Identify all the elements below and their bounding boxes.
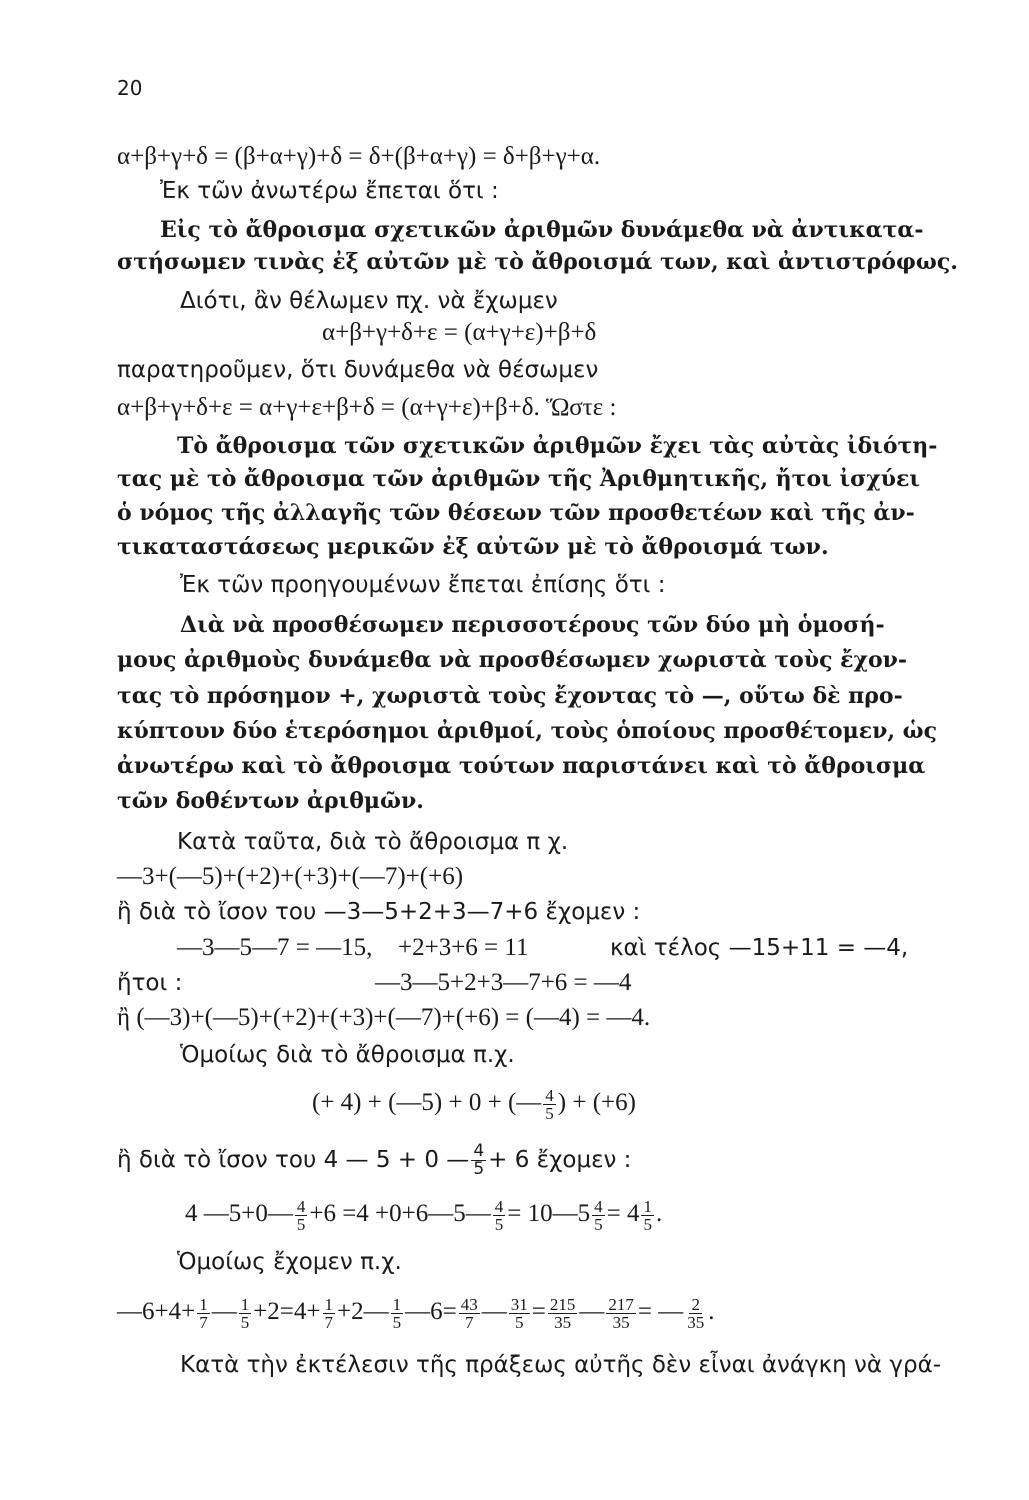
rule-line: μους ἀριθμοὺς δυνάμεθα νὰ προσθέσωμεν χωριστὰ τοὺς ἔχον- <box>117 647 908 673</box>
rule-line: Τὸ ἄθροισμα τῶν σχετικῶν ἀριθμῶν ἔχει τὰς αὐτὰς ἰδιότη- <box>177 433 938 459</box>
equation: (+ 4) + (—5) + 0 + (— $\frac{4}{5}$ ) + (+6) <box>312 1086 636 1123</box>
equation: ἢ διὰ τὸ ἴσον του 4 — 5 + 0 — $\frac{4}{5}$ + 6 ἔχομεν : <box>117 1141 632 1179</box>
fraction: $\frac{4}{5}$ <box>296 1197 306 1234</box>
text-line: Ἐκ τῶν ἀνωτέρω ἔπεται ὅτι : <box>160 178 499 204</box>
equation: καὶ τέλος —15+11 = —4, <box>610 935 909 961</box>
equation: 4 —5+0— $\frac{4}{5}$ +6 =4 +0+6—5— $\frac{4}{5}$ = 10—5 $\frac{4}{5}$ = 4 $\frac{1}{5}$ . <box>185 1197 663 1234</box>
fraction: $\frac{1}{5}$ <box>240 1295 250 1332</box>
rule-line: τας τὸ πρόσημον +, χωριστὰ τοὺς ἔχοντας τὸ —, οὕτω δὲ προ- <box>117 683 903 709</box>
text-line: ἢ διὰ τὸ ἴσον του —3—5+2+3—7+6 ἔχομεν : <box>117 899 641 925</box>
fraction: $\frac{31}{5}$ <box>510 1295 528 1332</box>
page-number: 20 <box>117 76 143 100</box>
equation: α+β+γ+δ+ε = (α+γ+ε)+β+δ <box>322 319 597 346</box>
rule-line: κύπτουν δύο ἑτερόσημοι ἀριθμοί, τοὺς ὁποίους προσθέτομεν, ὡς <box>117 718 938 744</box>
text-line: ἤτοι : <box>117 970 183 996</box>
fraction: $\frac{4}{5}$ <box>473 1141 485 1179</box>
text-line: Ὁμοίως ἔχομεν π.χ. <box>177 1249 402 1275</box>
fraction: $\frac{2}{35}$ <box>687 1295 705 1332</box>
text-line: Διότι, ἂν θέλωμεν πχ. νὰ ἔχωμεν <box>180 288 558 314</box>
rule-line: ὁ νόμος τῆς ἀλλαγῆς τῶν θέσεων τῶν προσθετέων καὶ τῆς ἀν- <box>117 500 915 526</box>
fraction: $\frac{215}{35}$ <box>549 1295 576 1332</box>
equation: α+β+γ+δ+ε = α+γ+ε+β+δ = (α+γ+ε)+β+δ. Ὥστε : <box>117 394 617 421</box>
equation: —3—5—7 = —15, <box>177 934 373 961</box>
equation: —6+4+ $\frac{1}{7}$ — $\frac{1}{5}$ +2=4+ $\frac{1}{7}$ +2— $\frac{1}{5}$ —6= $\frac{43}{7}$ — $\frac{31}{5}$ = $\frac{215}{35}$ — $\frac{217}{35}$ = — $\frac{2}{35}$ . <box>117 1295 715 1332</box>
fraction: $\frac{4}{5}$ <box>494 1197 504 1234</box>
fraction: $\frac{217}{35}$ <box>608 1295 634 1332</box>
rule-line: τῶν δοθέντων ἀριθμῶν. <box>117 788 424 814</box>
fraction: $\frac{1}{7}$ <box>324 1295 334 1332</box>
equation-commutative: α+β+γ+δ = (β+α+γ)+δ = δ+(β+α+γ) = δ+β+γ+α. <box>117 143 601 170</box>
text-line: Κατὰ ταῦτα, διὰ τὸ ἄθροισμα π χ. <box>177 829 569 855</box>
rule-line: Εἰς τὸ ἄθροισμα σχετικῶν ἀριθμῶν δυνάμεθα νὰ ἀντικατα- <box>160 217 924 243</box>
rule-line: τικαταστάσεως μερικῶν ἐξ αὐτῶν μὲ τὸ ἄθροισμά των. <box>117 534 829 560</box>
fraction: $\frac{4}{5}$ <box>594 1197 603 1234</box>
fraction: $\frac{1}{7}$ <box>199 1295 208 1332</box>
equation: —3+(—5)+(+2)+(+3)+(—7)+(+6) <box>117 863 464 890</box>
rule-line: ἀνωτέρω καὶ τὸ ἄθροισμα τούτων παριστάνει καὶ τὸ ἄθροισμα <box>117 753 926 779</box>
rule-line: τας μὲ τὸ ἄθροισμα τῶν ἀριθμῶν τῆς Ἀριθμητικῆς, ἤτοι ἰσχύει <box>117 466 921 492</box>
fraction: $\frac{1}{5}$ <box>392 1295 402 1332</box>
equation: —3—5+2+3—7+6 = —4 <box>375 969 632 996</box>
fraction: $\frac{43}{7}$ <box>460 1295 478 1332</box>
fraction: $\frac{4}{5}$ <box>545 1086 554 1123</box>
equation: +2+3+6 = 11 <box>398 934 529 961</box>
text-line: Ἐκ τῶν προηγουμένων ἔπεται ἐπίσης ὅτι : <box>180 572 666 598</box>
text-line: παρατηροῦμεν, ὅτι δυνάμεθα νὰ θέσωμεν <box>117 357 599 383</box>
text-line: Ὁμοίως διὰ τὸ ἄθροισμα π.χ. <box>180 1042 515 1068</box>
rule-line: Διὰ νὰ προσθέσωμεν περισσοτέρους τῶν δύο μὴ ὁμοσή- <box>180 612 885 638</box>
rule-line: στήσωμεν τινὰς ἐξ αὐτῶν μὲ τὸ ἄθροισμά των, καὶ ἀντιστρόφως. <box>117 249 958 275</box>
fraction: $\frac{1}{5}$ <box>643 1197 652 1234</box>
equation: ἢ (—3)+(—5)+(+2)+(+3)+(—7)+(+6) = (—4) = —4. <box>117 1004 651 1031</box>
text-line: Κατὰ τὴν ἐκτέλεσιν τῆς πράξεως αὐτῆς δὲν εἶναι ἀνάγκη νὰ γρά- <box>180 1352 942 1378</box>
